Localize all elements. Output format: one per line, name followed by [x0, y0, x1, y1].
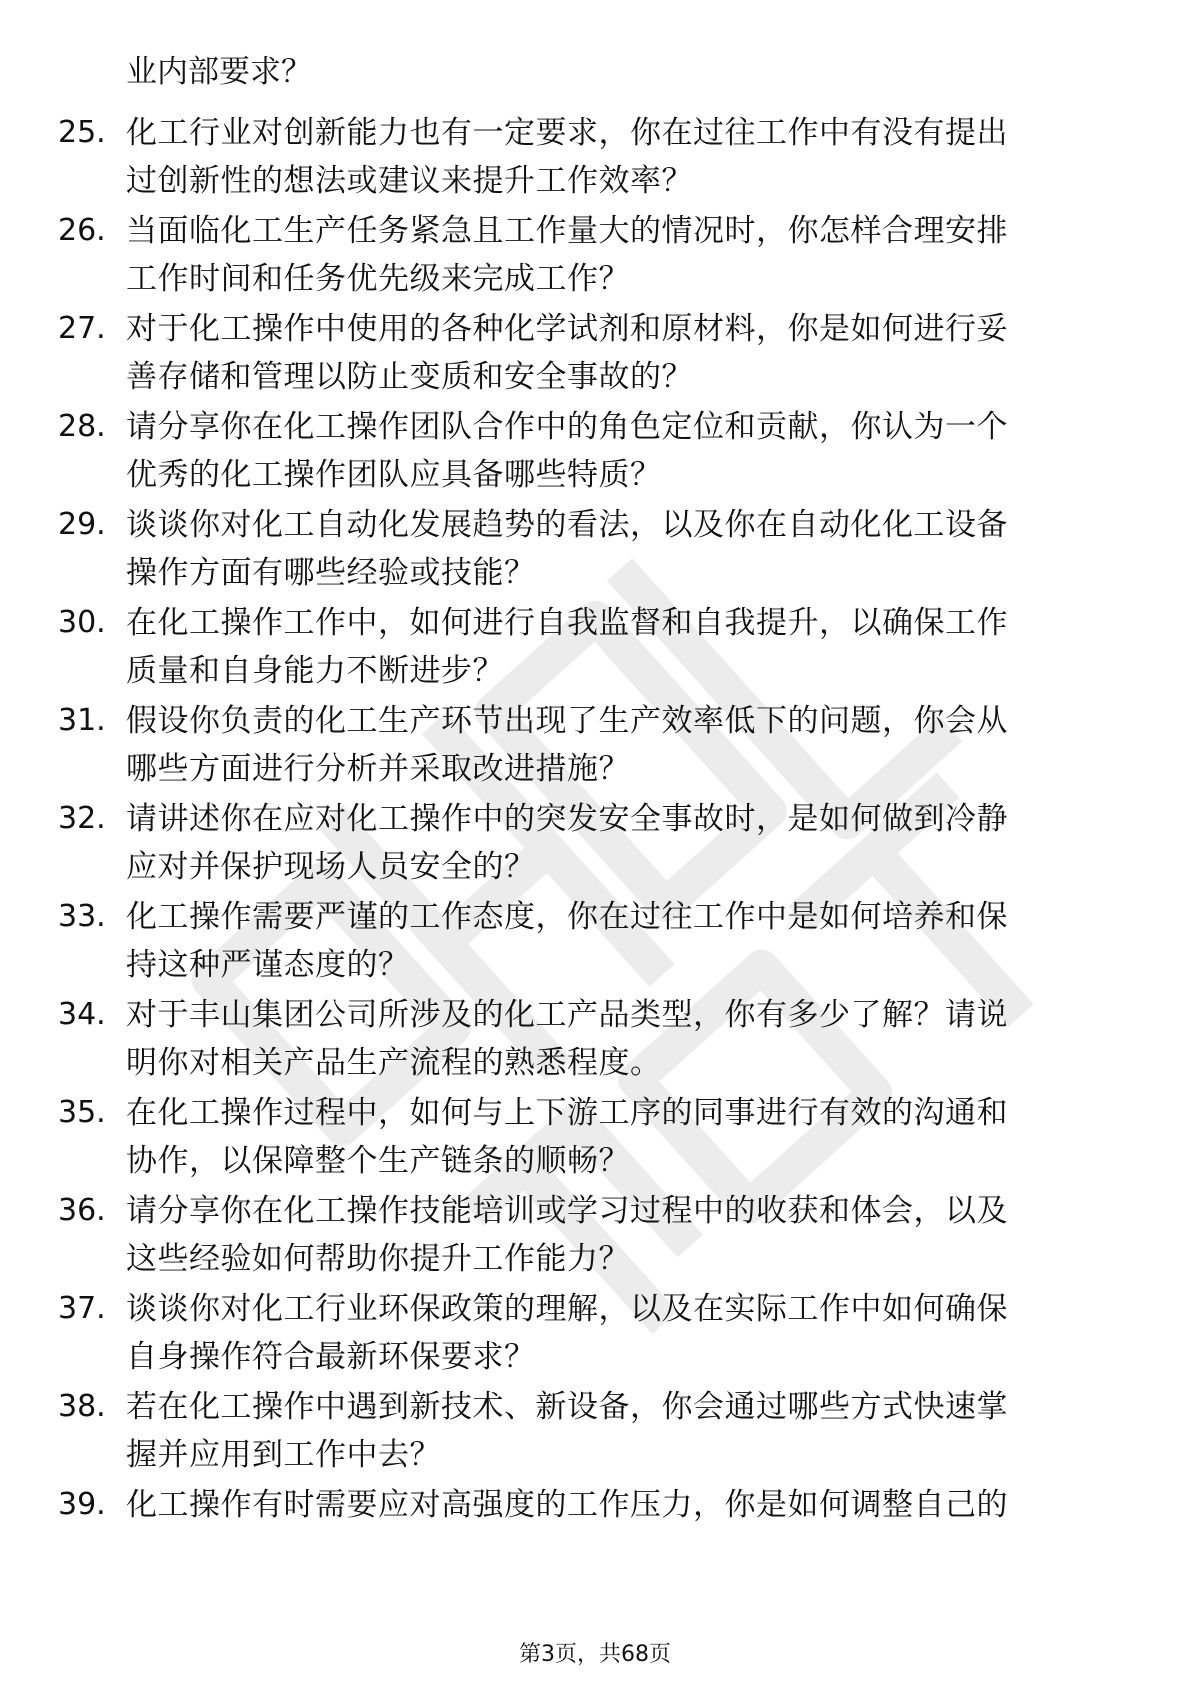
question-number: 34. [58, 997, 106, 1032]
question-text [126, 1481, 1108, 1529]
question-line: 协作，以保障整个生产链条的顺畅？ [126, 1143, 630, 1179]
question-line: 谈谈你对化工自动化发展趋势的看法，以及你在自动化化工设备 [126, 507, 1008, 543]
question-line: 善存储和管理以防止变质和安全事故的？ [126, 359, 693, 395]
question-text [126, 893, 1108, 989]
question-line: 化工操作有时需要应对高强度的工作压力，你是如何调整自己的 [126, 1487, 1008, 1523]
question-text [126, 1089, 1108, 1185]
question-line: 当面临化工生产任务紧急且工作量大的情况时，你怎样合理安排 [126, 213, 1008, 249]
question-line: 在化工操作过程中，如何与上下游工序的同事进行有效的沟通和 [126, 1095, 1008, 1131]
question-line: 自身操作符合最新环保要求？ [126, 1339, 536, 1375]
question-text [126, 795, 1108, 891]
question-line: 优秀的化工操作团队应具备哪些特质？ [126, 457, 662, 493]
question-number: 30. [58, 605, 106, 640]
question-text [126, 1187, 1108, 1283]
question-number: 33. [58, 899, 106, 934]
question-number: 28. [58, 409, 106, 444]
question-line: 请讲述你在应对化工操作中的突发安全事故时，是如何做到冷静 [126, 801, 1008, 837]
question-line: 请分享你在化工操作技能培训或学习过程中的收获和体会，以及 [126, 1193, 1008, 1229]
question-text [126, 501, 1108, 597]
question-item [58, 207, 1108, 305]
question-item [58, 795, 1108, 893]
question-item [58, 305, 1108, 403]
question-line: 持这种严谨态度的？ [126, 947, 410, 983]
question-line: 假设你负责的化工生产环节出现了生产效率低下的问题，你会从 [126, 703, 1008, 739]
question-item [58, 501, 1108, 599]
question-number: 31. [58, 703, 106, 738]
question-line: 谈谈你对化工行业环保政策的理解，以及在实际工作中如何确保 [126, 1291, 1008, 1327]
question-item [58, 697, 1108, 795]
question-number: 37. [58, 1291, 106, 1326]
question-number: 26. [58, 213, 106, 248]
question-item [58, 991, 1108, 1089]
question-line: 这些经验如何帮助你提升工作能力？ [126, 1241, 630, 1277]
question-line: 化工操作需要严谨的工作态度，你在过往工作中是如何培养和保 [126, 899, 1008, 935]
question-line: 工作时间和任务优先级来完成工作？ [126, 261, 630, 297]
question-line: 若在化工操作中遇到新技术、新设备，你会通过哪些方式快速掌 [126, 1389, 1008, 1425]
question-line: 对于丰山集团公司所涉及的化工产品类型，你有多少了解？请说 [126, 997, 1008, 1033]
question-line: 对于化工操作中使用的各种化学试剂和原材料，你是如何进行妥 [126, 311, 1008, 347]
question-text [126, 403, 1108, 499]
question-list [58, 109, 1108, 1579]
question-text [126, 697, 1108, 793]
question-number: 27. [58, 311, 106, 346]
question-item [58, 1089, 1108, 1187]
question-number: 25. [58, 115, 106, 150]
question-number: 32. [58, 801, 106, 836]
question-line: 过创新性的想法或建议来提升工作效率？ [126, 163, 693, 199]
question-item [58, 599, 1108, 697]
question-number: 38. [58, 1389, 106, 1424]
question-text [126, 599, 1108, 695]
question-line: 请分享你在化工操作团队合作中的角色定位和贡献，你认为一个 [126, 409, 1008, 445]
question-number: 36. [58, 1193, 106, 1228]
question-number: 39. [58, 1487, 106, 1522]
question-text [126, 207, 1108, 303]
question-item [58, 1481, 1108, 1579]
question-text [126, 109, 1108, 205]
question-line: 在化工操作工作中，如何进行自我监督和自我提升，以确保工作 [126, 605, 1008, 641]
question-item [58, 893, 1108, 991]
question-number: 29. [58, 507, 106, 542]
question-line: 应对并保护现场人员安全的？ [126, 849, 536, 885]
question-line: 质量和自身能力不断进步？ [126, 653, 504, 689]
question-item [58, 1285, 1108, 1383]
page-footer: 第3页，共68页 [519, 1642, 671, 1667]
question-text [126, 1285, 1108, 1381]
question-item [58, 403, 1108, 501]
question-line: 哪些方面进行分析并采取改进措施？ [126, 751, 630, 787]
question-line: 操作方面有哪些经验或技能？ [126, 555, 536, 591]
continued-question-text: 业内部要求？ [126, 54, 312, 90]
question-number: 35. [58, 1095, 106, 1130]
question-line: 握并应用到工作中去？ [126, 1437, 441, 1473]
question-line: 明你对相关产品生产流程的熟悉程度。 [126, 1045, 662, 1081]
question-text [126, 991, 1108, 1087]
question-text [126, 305, 1108, 401]
question-item [58, 1187, 1108, 1285]
question-line: 化工行业对创新能力也有一定要求，你在过往工作中有没有提出 [126, 115, 1008, 151]
question-item [58, 109, 1108, 207]
question-item [58, 1383, 1108, 1481]
question-text [126, 1383, 1108, 1479]
